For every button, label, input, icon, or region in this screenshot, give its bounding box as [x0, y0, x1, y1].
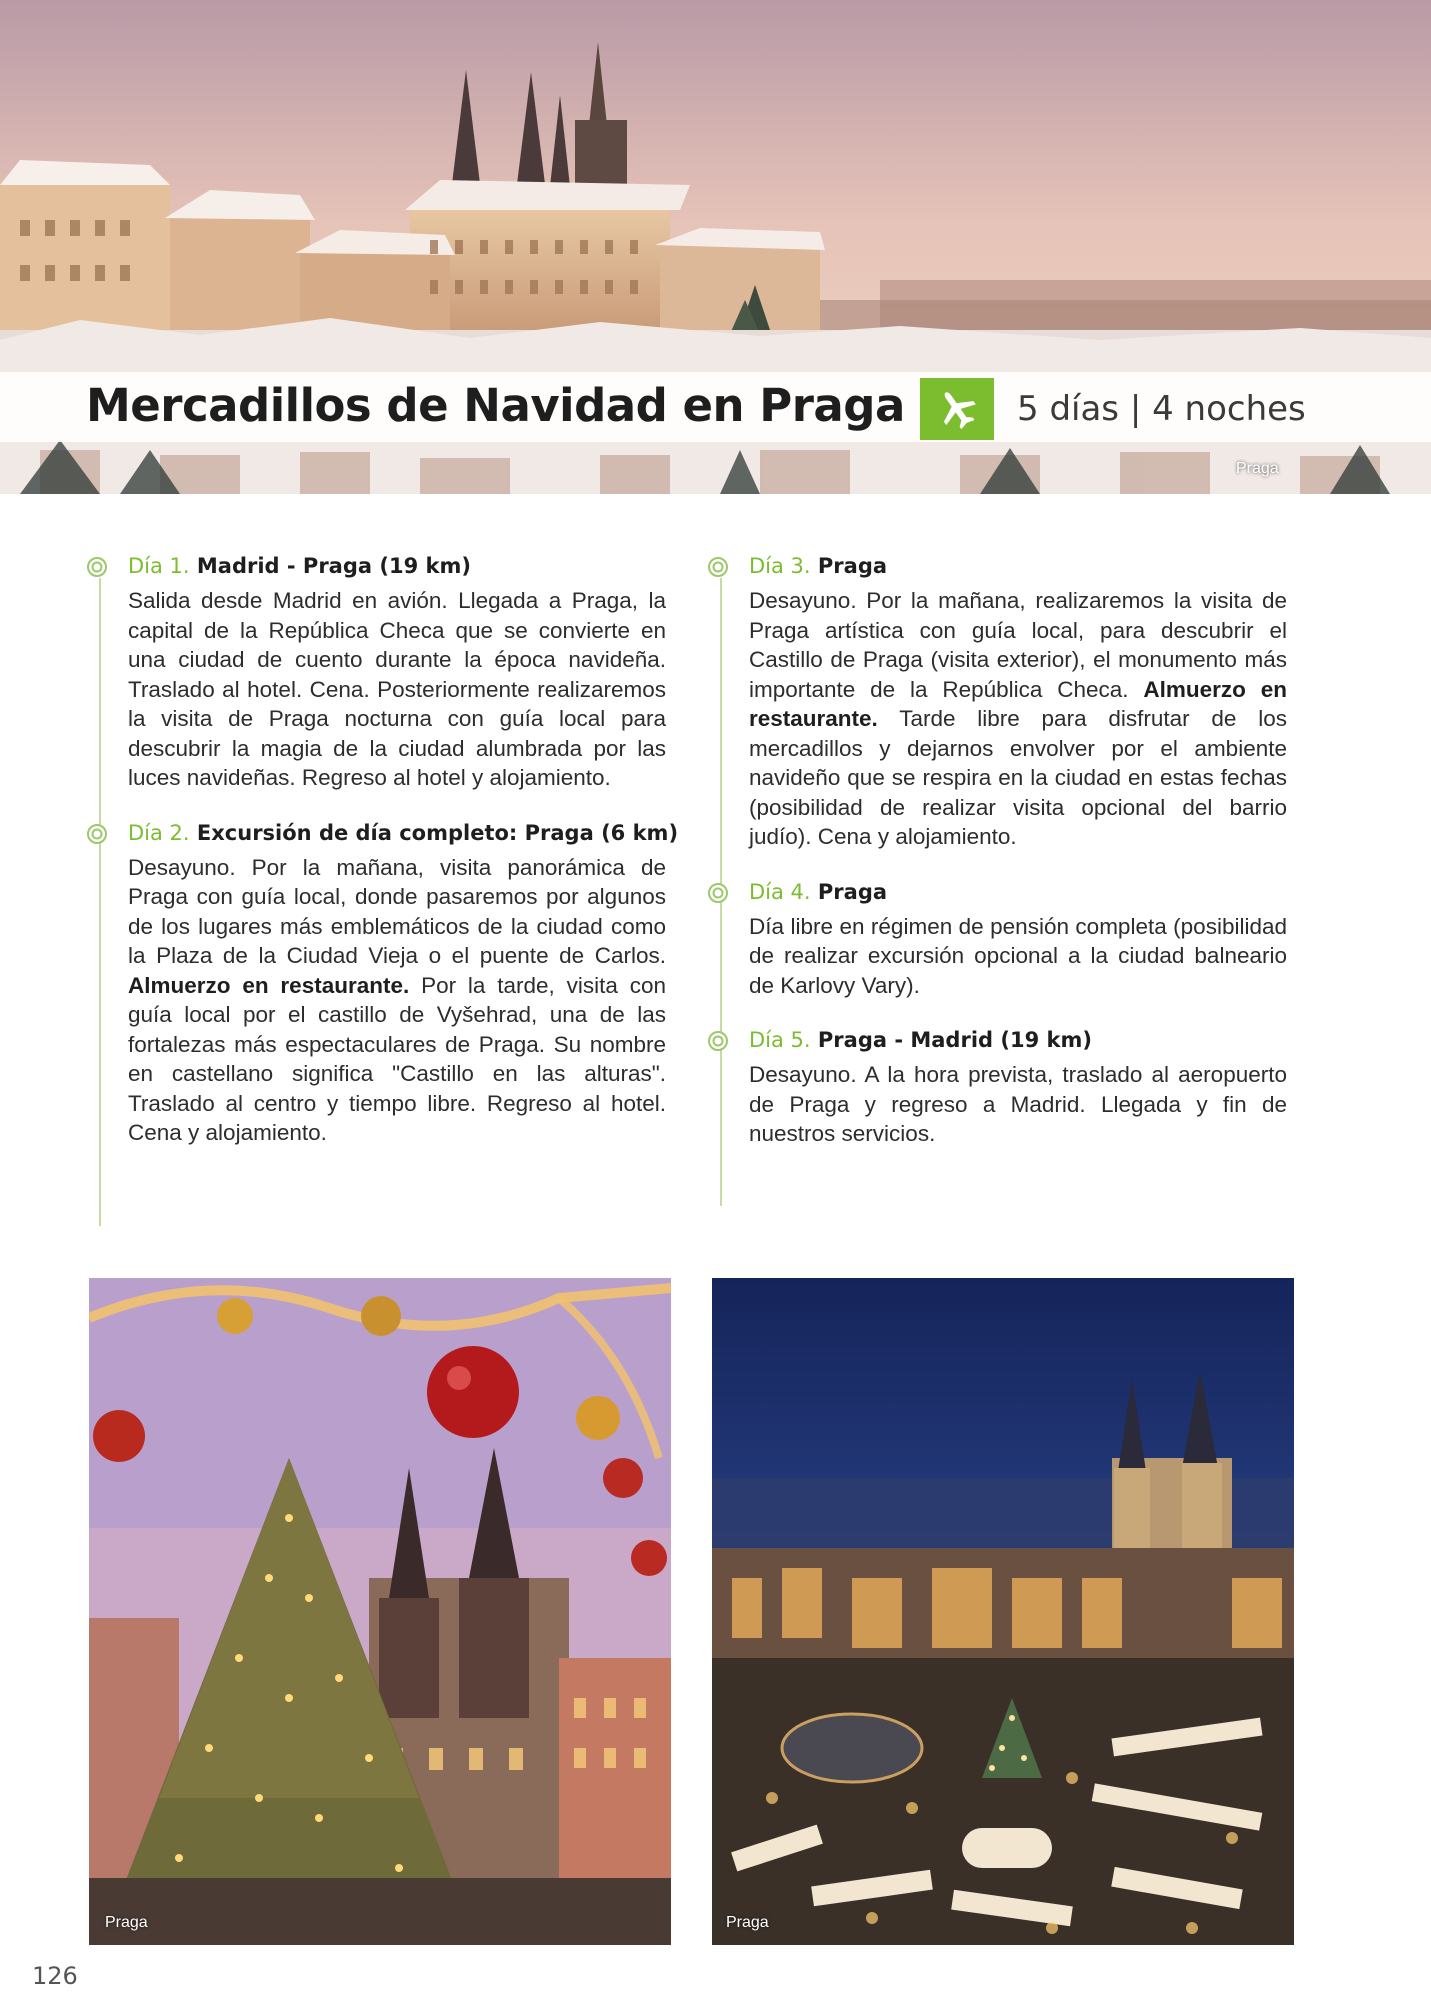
day-description	[128, 586, 666, 793]
photo-caption-right: Praga	[726, 1914, 769, 1931]
itinerary-day-1	[86, 552, 666, 793]
itinerary-day-3	[707, 552, 1287, 852]
day-text: Desayuno. Por la mañana, visita panorámica de Praga con guía local, donde pasaremos por algunos de los lugares más emblemáticos de la ciudad como la Plaza de la Ciudad Vieja o el puente de Carlos.	[128, 854, 666, 968]
day-text: Tarde libre para disfrutar de los mercadillos y dejarnos envolver por el ambiente navideño que se respira en la ciudad en estas fechas (posibilidad de realizar visita opcional del barrio judío). Cena y alojamiento.	[749, 706, 1287, 849]
day-route: Praga	[817, 879, 888, 904]
day-route: Madrid - Praga (19 km)	[196, 554, 471, 578]
day-heading	[128, 819, 679, 847]
trip-duration: 5 días | 4 noches	[1017, 389, 1306, 429]
itinerary-column-right	[707, 552, 1287, 1175]
day-marker-icon	[86, 823, 108, 845]
day-text: Desayuno. A la hora prevista, traslado al aeropuerto de Praga y regreso a Madrid. Llegada y fin de nuestros servicios.	[749, 1062, 1287, 1146]
day-marker-icon	[707, 556, 729, 578]
meal-highlight: Almuerzo en restaurante.	[128, 972, 410, 998]
day-number: Día 2.	[128, 820, 190, 845]
itinerary-day-5	[707, 1026, 1287, 1149]
day-description	[749, 586, 1287, 852]
day-heading	[128, 552, 666, 580]
day-description	[749, 1060, 1287, 1149]
meal-highlight: Almuerzo en restaurante.	[749, 676, 1287, 731]
day-route: Praga - Madrid (19 km)	[817, 1028, 1092, 1052]
plane-glyph	[934, 386, 980, 432]
page-title: Mercadillos de Navidad en Praga	[86, 379, 905, 432]
day-text: Día libre en régimen de pensión completa (posibilidad de realizar excursión opcional a la ciudad balneario de Karlovy Vary).	[749, 913, 1287, 998]
day-text: Desayuno. Por la mañana, realizaremos la visita de Praga artística con guía local, para descubrir el Castillo de Praga (visita exterior), el monumento más importante de la República Checa.	[749, 588, 1287, 702]
day-number: Día 4.	[749, 879, 811, 904]
day-heading	[749, 1026, 1287, 1054]
day-description	[749, 912, 1287, 1001]
day-number: Día 5.	[749, 1028, 811, 1052]
day-marker-icon	[707, 882, 729, 904]
hero-caption: Praga	[1236, 460, 1279, 477]
itinerary-day-2	[86, 819, 679, 1148]
day-route: Praga	[817, 554, 888, 578]
page-number: 126	[32, 1962, 78, 1990]
christmas-tree-illustration	[89, 1278, 671, 1945]
market-night-photo	[712, 1278, 1294, 1945]
day-route: Excursión de día completo: Praga (6 km)	[196, 820, 679, 845]
day-marker-icon	[86, 556, 108, 578]
itinerary-day-4	[707, 878, 1287, 1001]
day-number: Día 3.	[749, 554, 811, 578]
day-marker-icon	[707, 1030, 729, 1052]
itinerary-column-left	[86, 552, 679, 1174]
day-text: Por la tarde, visita con guía local por el castillo de Vyšehrad, una de las fortalezas más espectaculares de Praga. Su nombre en castellano significa "Castillo en las alturas". Traslado al centro y tiempo libre. Regreso al hotel. Cena y alojamiento.	[128, 972, 666, 1145]
christmas-tree-photo	[89, 1278, 671, 1945]
day-heading	[749, 878, 1287, 906]
photo-caption-left: Praga	[105, 1914, 148, 1931]
day-description	[128, 853, 666, 1148]
day-text: Salida desde Madrid en avión. Llegada a Praga, la capital de la República Checa que se convierte en una ciudad de cuento durante la época navideña. Traslado al hotel. Cena. Posteriormente realizaremos la visita de Praga nocturna con guía local para descubrir la magia de la ciudad alumbrada por las luces navideñas. Regreso al hotel y alojamiento.	[128, 588, 666, 790]
christmas-market-illustration	[712, 1278, 1294, 1945]
day-heading	[749, 552, 1287, 580]
day-number: Día 1.	[128, 554, 190, 578]
airplane-icon	[920, 378, 994, 440]
